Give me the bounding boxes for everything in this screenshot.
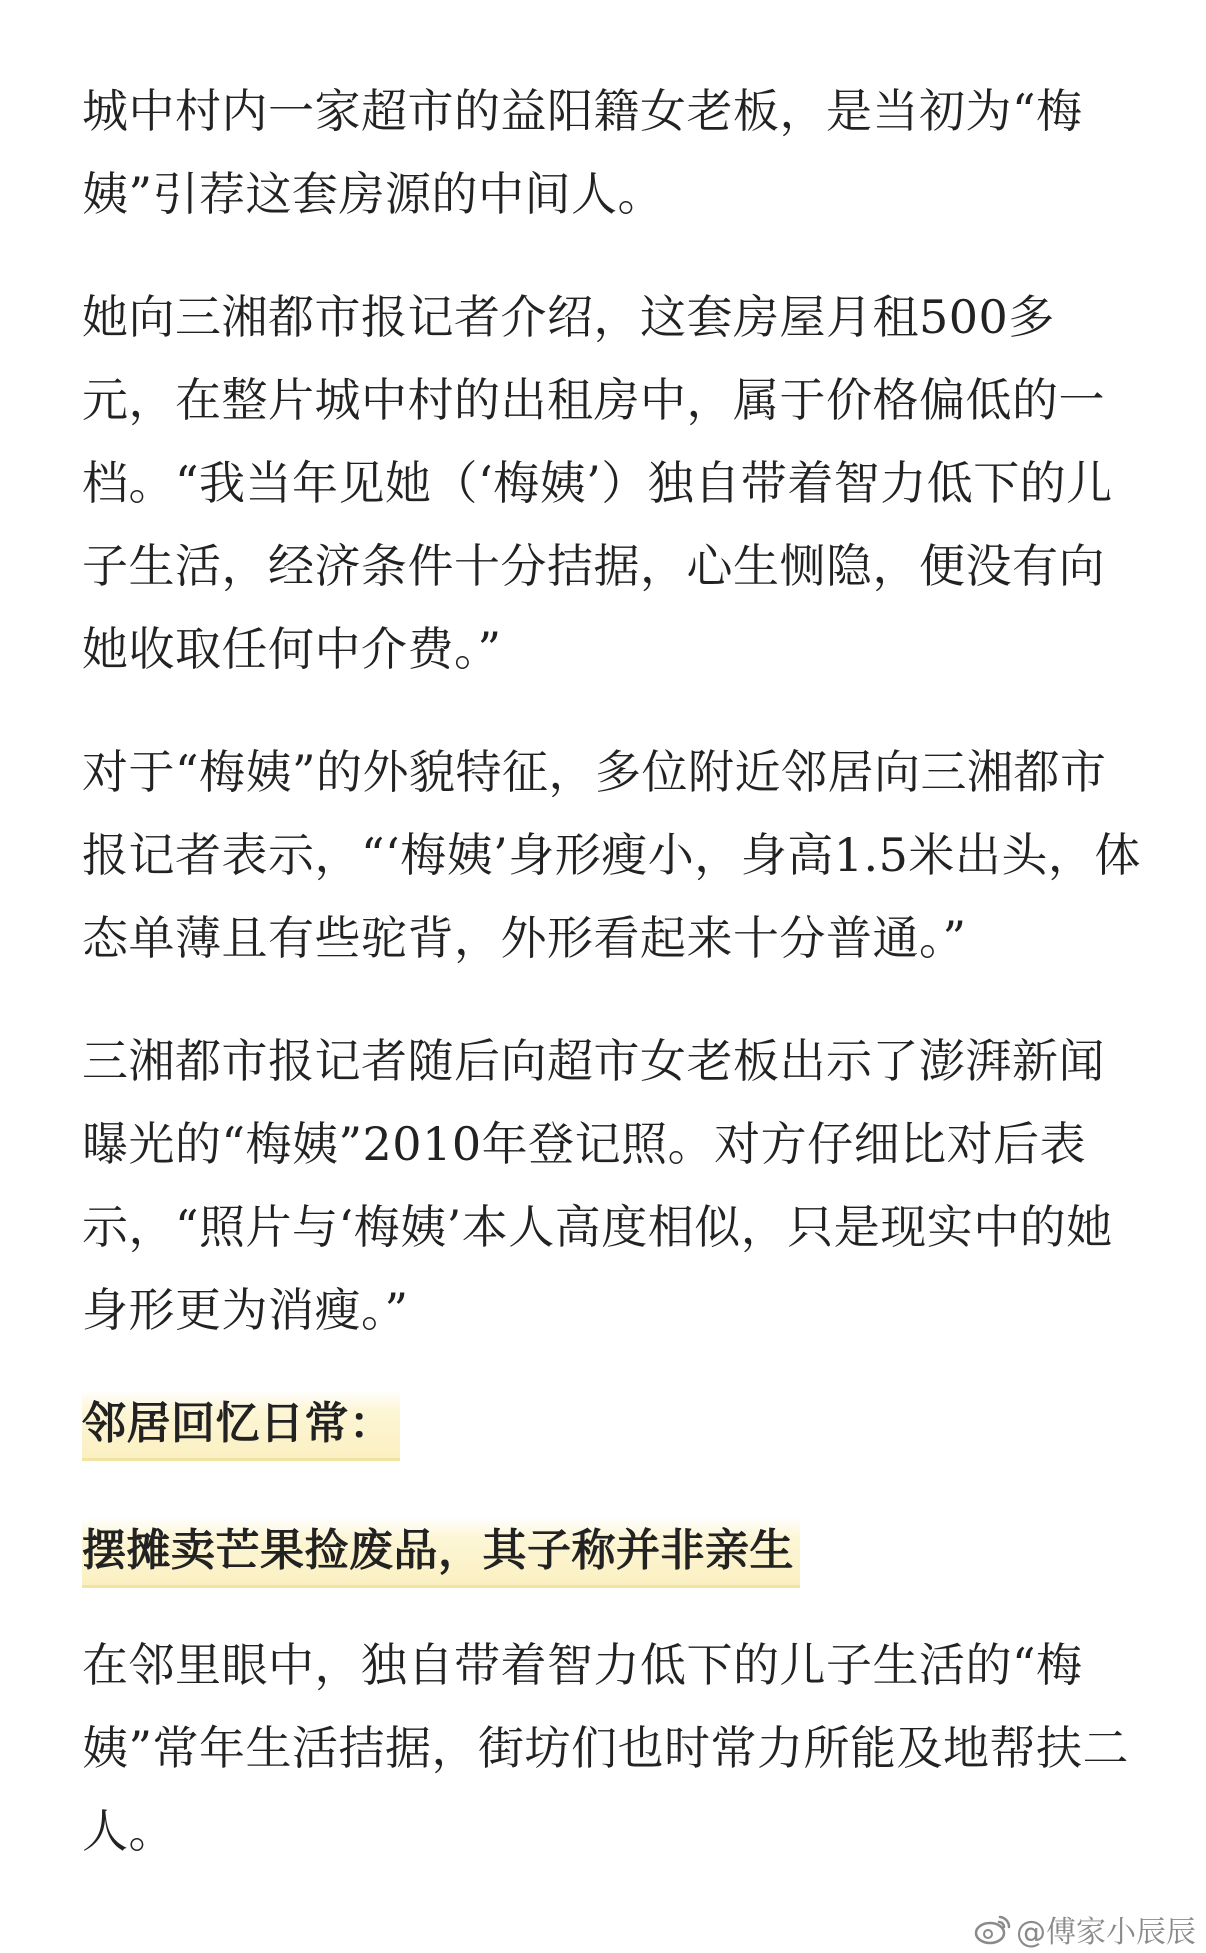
paragraph-2: 她向三湘都市报记者介绍，这套房屋月租500多元，在整片城中村的出租房中，属于价格偏低的一档。“我当年见她（‘梅姨’）独自带着智力低下的儿子生活，经济条件十分拮据，心生恻隐，便没有向她收取任何中介费。”: [82, 290, 1113, 676]
weibo-watermark: [974, 1907, 1196, 1951]
weibo-icon: [974, 1913, 1012, 1945]
article-body: [82, 0, 1142, 1873]
section-heading-2: 摆摊卖芒果捡废品，其子称并非亲生: [82, 1517, 800, 1588]
paragraph-1: 城中村内一家超市的益阳籍女老板，是当初为“梅姨”引荐这套房源的中间人。: [82, 84, 1083, 221]
paragraph-4: 三湘都市报记者随后向超市女老板出示了澎湃新闻曝光的“梅姨”2010年登记照。对方仔细比对后表示，“照片与‘梅姨’本人高度相似，只是现实中的她身形更为消瘦。”: [82, 1034, 1113, 1337]
section-heading-1: 邻居回忆日常：: [82, 1390, 400, 1461]
paragraph-3: 对于“梅姨”的外貌特征，多位附近邻居向三湘都市报记者表示，“‘梅姨’身形瘦小，身高1.5米出头，体态单薄且有些驼背，外形看起来十分普通。”: [82, 745, 1141, 965]
watermark-text: @傅家小辰辰: [1016, 1915, 1196, 1950]
paragraph-5: 在邻里眼中，独自带着智力低下的儿子生活的“梅姨”常年生活拮据，街坊们也时常力所能及地帮扶二人。: [82, 1638, 1130, 1858]
section-heading-1-wrap: [82, 1390, 1142, 1461]
section-heading-2-wrap: [82, 1517, 1142, 1588]
